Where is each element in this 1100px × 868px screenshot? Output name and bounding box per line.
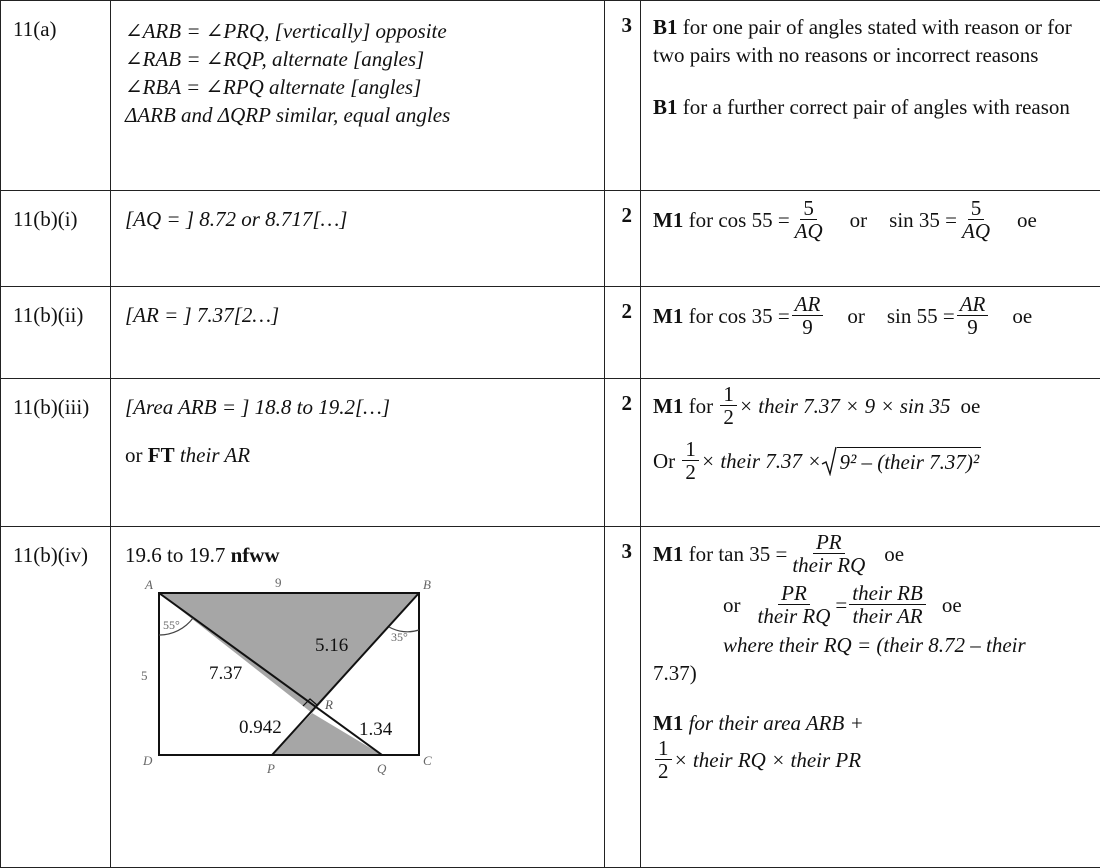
guidance-text: for their area ARB + — [683, 711, 863, 735]
length-rb-label: 5.16 — [315, 635, 348, 656]
denominator: their RQ — [755, 605, 834, 627]
vertex-c-label: C — [423, 753, 432, 768]
answer-cell — [111, 191, 605, 287]
angle-b-label: 35° — [391, 630, 408, 644]
lhs-sin: sin 35 = — [889, 206, 957, 234]
guidance-equation-2 — [653, 438, 1092, 483]
denominator: 2 — [720, 406, 737, 428]
length-pr-label: 0.942 — [239, 717, 282, 738]
answer-text: [AR = ] 7.37[2…] — [125, 303, 279, 327]
mark-code: M1 — [653, 392, 683, 420]
guidance-cell — [641, 379, 1100, 527]
question-number: 11(b)(ii) — [1, 287, 111, 379]
lhs-sin: sin 55 = — [887, 302, 955, 330]
for-word: for — [683, 302, 718, 330]
guidance-equation-3 — [653, 737, 1092, 782]
guidance-paragraph-1 — [653, 13, 1092, 69]
for-word: for — [683, 206, 718, 234]
guidance-paragraph-2 — [653, 709, 1092, 737]
ft-text: their AR — [175, 443, 250, 467]
fraction-half — [655, 737, 672, 782]
fraction — [957, 293, 989, 338]
guidance-equation — [653, 293, 1092, 338]
geometry-diagram — [127, 575, 594, 792]
vertex-b-label: B — [423, 577, 431, 592]
guidance-cell — [641, 191, 1100, 287]
or-word: or — [850, 206, 868, 234]
guidance-cell — [641, 1, 1100, 191]
where-line-2: 7.37) — [653, 659, 1092, 687]
ft-code: FT — [148, 443, 175, 467]
for-word: for — [683, 392, 718, 420]
numerator: 1 — [720, 383, 737, 406]
triangle-arb — [159, 593, 419, 713]
fraction — [792, 293, 824, 338]
angle-a-label: 55° — [163, 618, 180, 632]
answer-cell — [111, 287, 605, 379]
or-word: or — [723, 591, 741, 619]
vertex-p-label: P — [266, 761, 275, 776]
vertex-r-label: R — [324, 697, 333, 712]
answer-text: [Area ARB = ] 18.8 to 19.2[…] — [125, 393, 594, 421]
radical-sign-icon — [821, 446, 837, 476]
answer-value: 19.6 to 19.7 — [125, 543, 231, 567]
question-number: 11(b)(iii) — [1, 379, 111, 527]
answer-text — [125, 541, 594, 569]
denominator: AQ — [792, 220, 826, 242]
denominator: their AR — [849, 605, 925, 627]
row-11b-iv — [1, 527, 1100, 868]
fraction — [789, 531, 868, 576]
denominator: 9 — [964, 316, 981, 338]
question-number: 11(a) — [1, 1, 111, 191]
expression: × their 7.37 × 9 × sin 35 — [739, 392, 951, 420]
fraction-half — [720, 383, 737, 428]
numerator: 1 — [682, 438, 699, 461]
side-length-label: 5 — [141, 668, 148, 683]
guidance-cell — [641, 527, 1100, 868]
guidance-equation-2: or $\frac{PR}{\text{their RQ}}$ = $\frac{\text{their RB}}{\text{their AR}}$ oe — [723, 582, 1092, 627]
guidance-equation-1 — [653, 531, 1092, 576]
numerator: AR — [792, 293, 824, 316]
denominator: their RQ — [789, 554, 868, 576]
marks: 3 — [605, 1, 641, 191]
fraction — [755, 582, 834, 627]
fraction — [959, 197, 993, 242]
row-11a — [1, 1, 1100, 191]
answer-line-1: ∠ARB = ∠PRQ, [vertically] opposite — [125, 17, 594, 45]
numerator: 5 — [968, 197, 985, 220]
denominator: AQ — [959, 220, 993, 242]
guidance-text: for a further correct pair of angles with reason — [678, 95, 1070, 119]
marks: 2 — [605, 287, 641, 379]
vertex-q-label: Q — [377, 761, 387, 776]
guidance-paragraph-2 — [653, 93, 1092, 121]
numerator: 5 — [800, 197, 817, 220]
answer-text: [AQ = ] 8.72 or 8.717[…] — [125, 207, 347, 231]
answer-cell — [111, 379, 605, 527]
fraction — [792, 197, 826, 242]
or-word: or — [847, 302, 865, 330]
numerator: their RB — [849, 582, 926, 605]
length-ar-label: 7.37 — [209, 663, 242, 684]
question-number: 11(b)(iv) — [1, 527, 111, 868]
numerator: 1 — [655, 737, 672, 760]
oe-word: oe — [961, 392, 981, 420]
mark-code: M1 — [653, 540, 683, 568]
numerator: PR — [778, 582, 810, 605]
lhs-cos: cos 55 = — [718, 206, 789, 234]
oe-word: oe — [884, 540, 904, 568]
square-root — [821, 446, 981, 476]
answer-cell — [111, 527, 605, 868]
radicand: 9² – (their 7.37)² — [837, 447, 981, 476]
fraction-half — [682, 438, 699, 483]
answer-line-4: ΔARB and ΔQRP similar, equal angles — [125, 101, 594, 129]
row-11b-ii — [1, 287, 1100, 379]
mark-code: M1 — [653, 302, 683, 330]
top-length-label: 9 — [275, 575, 282, 590]
numerator: PR — [813, 531, 845, 554]
vertex-a-label: A — [144, 577, 153, 592]
length-rq-label: 1.34 — [359, 719, 393, 740]
rectangle-diagram — [127, 575, 457, 785]
guidance-cell — [641, 287, 1100, 379]
row-11b-i — [1, 191, 1100, 287]
mark-code: M1 — [653, 206, 683, 234]
guidance-equation — [653, 197, 1092, 242]
expression: × their RQ × their PR — [674, 746, 862, 774]
vertex-d-label: D — [142, 753, 153, 768]
nfww-code: nfww — [231, 543, 280, 567]
question-number: 11(b)(i) — [1, 191, 111, 287]
denominator: 2 — [682, 461, 699, 483]
mark-code: B1 — [653, 15, 678, 39]
denominator: 9 — [799, 316, 816, 338]
oe-word: oe — [1012, 302, 1032, 330]
or-word: Or — [653, 447, 675, 475]
or-word: or — [125, 443, 148, 467]
denominator: 2 — [655, 760, 672, 782]
where-line-1: where their RQ = (their 8.72 – their — [723, 631, 1092, 659]
answer-line-2: ∠RAB = ∠RQP, alternate [angles] — [125, 45, 594, 73]
mark-code: M1 — [653, 711, 683, 735]
guidance-equation-1 — [653, 383, 1092, 428]
marks: 2 — [605, 379, 641, 527]
numerator: AR — [957, 293, 989, 316]
oe-word: oe — [1017, 206, 1037, 234]
marks: 2 — [605, 191, 641, 287]
fraction — [849, 582, 926, 627]
oe-word: oe — [942, 591, 962, 619]
guidance-text: for one pair of angles stated with reason or for two pairs with no reasons or incorrect reasons — [653, 15, 1072, 67]
row-11b-iii — [1, 379, 1100, 527]
lhs-cos: cos 35 = — [718, 302, 789, 330]
expression: × their 7.37 × — [701, 447, 822, 475]
marks: 3 — [605, 527, 641, 868]
for-tan: for tan 35 = — [683, 540, 787, 568]
answer-follow-through — [125, 441, 594, 469]
mark-code: B1 — [653, 95, 678, 119]
answer-cell — [111, 1, 605, 191]
answer-line-3: ∠RBA = ∠RPQ alternate [angles] — [125, 73, 594, 101]
